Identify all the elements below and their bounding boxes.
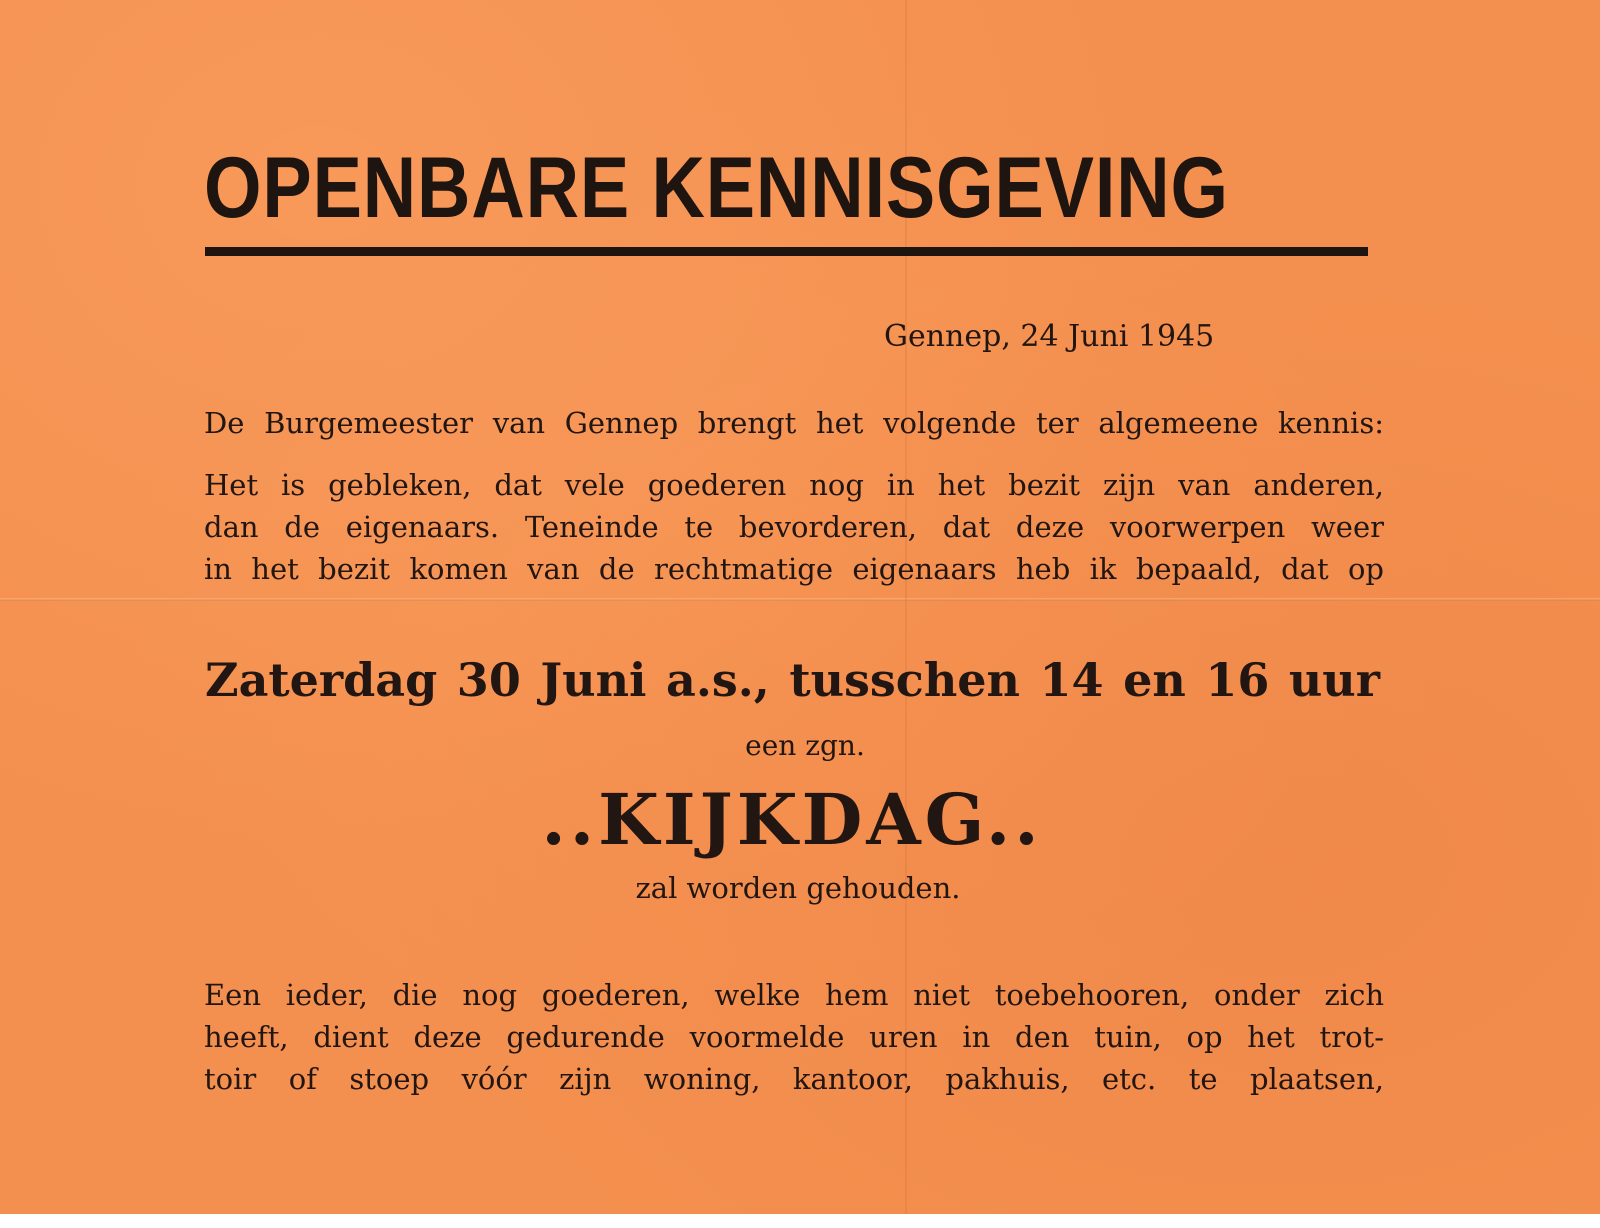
gehouden-text: zal worden gehouden. xyxy=(635,871,961,905)
intro-paragraph xyxy=(204,402,1384,444)
een-zgn-text: een zgn. xyxy=(745,729,865,762)
event-date: Zaterdag 30 Juni a.s., tusschen 14 en 16 uur xyxy=(205,653,1380,707)
kijkdag-heading: ..KIJKDAG.. xyxy=(541,778,1043,861)
main-paragraph xyxy=(204,464,1384,590)
main-line-2: dan de eigenaars. Teneinde te bevorderen, dat deze voorwerpen weer xyxy=(204,510,1384,544)
place-date: Gennep, 24 Juni 1945 xyxy=(884,319,1215,354)
final-line-3: toir of stoep vóór zijn woning, kantoor, pakhuis, etc. te plaatsen, xyxy=(204,1062,1384,1096)
intro-line: De Burgemeester van Gennep brengt het volgende ter algemeene kennis: xyxy=(204,406,1384,440)
main-line-1: Het is gebleken, dat vele goederen nog in het bezit zijn van anderen, xyxy=(204,468,1384,502)
fold-crease-horizontal xyxy=(0,598,1600,601)
final-line-1: Een ieder, die nog goederen, welke hem niet toebehooren, onder zich xyxy=(204,978,1384,1012)
main-line-3: in het bezit komen van de rechtmatige eigenaars heb ik bepaald, dat op xyxy=(204,552,1384,586)
final-paragraph xyxy=(204,974,1384,1100)
final-line-2: heeft, dient deze gedurende voormelde uren in den tuin, op het trot- xyxy=(204,1020,1384,1054)
scan-bottom-edge xyxy=(0,1214,1600,1228)
title-underline xyxy=(205,247,1368,256)
notice-title: OPENBARE KENNISGEVING xyxy=(204,140,1229,236)
